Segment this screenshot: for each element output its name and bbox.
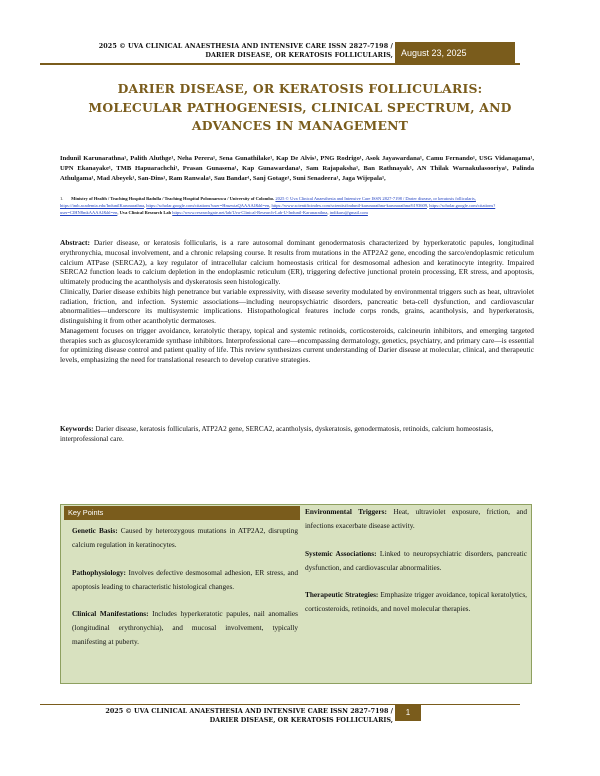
lab-name: Uva Clinical Research Lab [119, 209, 172, 215]
key-points-heading: Key Points [64, 506, 300, 520]
running-footer [40, 707, 393, 724]
footer-line-2: DARIER DISEASE, OR KERATOSIS FOLLICULARIS, [209, 715, 393, 724]
affiliation-text: Ministry of Health / Teaching Hospital Badulla / Teaching Hospital Polonnaruwa / University of Colombo. [71, 196, 275, 201]
keywords [60, 425, 534, 444]
clinical-manifestations-text: Includes hyperkeratotic papules, nail anomalies (longitudinal erythronychia), and mucosal involvement, typically manifesting at puberty. [72, 609, 299, 647]
affiliations: 1. Ministry of Health / Teaching Hospital Badulla / Teaching Hospital Polonnaruwa / University of Colombo. 2025 © Uva Clinical Anaesthesia and Intensive Care ISSN 2827-7198 / Darier disease, or keratosis follicularis, https://imb.academia.edu/IndunilKarunarathna, https://scholar.google.com/citations?user=HmzwtaQAAAAJ&hl=en, https://www.scientificindex.com/scientist/indunil-karunarathna-karunarathna/6193609, https://scholar.google.com/citations?user=ClHN8mkAAAAJ&hl=en, Uva Clinical Research Lab https://www.researchgate.net/lab/Uva-Clinical-Research-Lab-U-Indunil-Karunarathna, indikaru@gmail.com [60, 196, 496, 215]
abstract [60, 238, 534, 365]
scholar-link-2[interactable]: https://scholar.google.com/citations?user=ClHN8mkAAAAJ&hl=en [60, 202, 496, 215]
running-header [40, 42, 393, 62]
footer-line-1: 2025 © UVA CLINICAL ANAESTHESIA AND INTENSIVE CARE ISSN 2827-7198 / [105, 707, 393, 715]
clinical-manifestations-label: Clinical Manifestations: [72, 609, 149, 619]
header-line-2: DARIER DISEASE, OR KERATOSIS FOLLICULARIS, [205, 50, 393, 59]
header-date: August 23, 2025 [395, 42, 515, 63]
email-link[interactable]: indikaru@gmail.com [329, 209, 368, 215]
title-line-1: DARIER DISEASE, OR KERATOSIS FOLLICULARIS: [117, 81, 483, 96]
therapeutic-strategies-text: Emphasize trigger avoidance, topical keratolytics, corticosteroids, retinoids, and novel molecular therapies. [305, 590, 527, 614]
header-rule [40, 63, 520, 65]
pathophysiology-text: Involves defective desmosomal adhesion, ER stress, and apoptosis leading to characteristic histological changes. [72, 567, 299, 591]
scholar-link-1[interactable]: https://scholar.google.com/citations?user=HmzwtaQAAAAJ&hl=en [146, 202, 270, 208]
systemic-associations-label: Systemic Associations: [305, 548, 377, 558]
abstract-paragraph-2: Clinically, Darier disease exhibits high penetrance but variable expressivity, with disease severity modulated by environmental triggers such as heat, ultraviolet radiation, friction, and infection. Systemic associations—including neuropsychiatric disorders, pancreatic beta-cell dysfunction, and cardiovascular abnormalities—underscore its multisystemic implications. Histopathological features include corps ronds, grains, acantholysis, and hyperkeratosis, distinguishing it from other acantholytic dermatoses. [60, 286, 534, 326]
key-points-right-column [305, 505, 527, 630]
rights-link[interactable]: 2025 © Uva Clinical Anaesthesia and Intensive Care ISSN 2827-7198 / Darier disease, or keratosis follicularis, [275, 196, 476, 201]
title-line-2: MOLECULAR PATHOGENESIS, CLINICAL SPECTRUM, AND [88, 99, 512, 115]
affiliation-number: 1. [60, 196, 64, 201]
keywords-text: Darier disease, keratosis follicularis, ATP2A2 gene, SERCA2, acantholysis, dyskeratosis, genodermatosis, retinoids, calcium homeostasis, interprofessional care. [60, 425, 494, 443]
author-list: Indunil Karunarathna¹, Palith Aluthge¹, Neha Perera¹, Sena Gunathilake¹, Kap De Alvis¹, PNG Rodrigo¹, Asok Jayawardana¹, Camu Fernando¹, USG Vidanagama¹, UPN Ekanayake¹, TMB Hapuarachchi¹, Prasan Gunasena¹, Kap Gunawardana¹, Sam Rajapaksha¹, Ban Rathnayak¹, AN Thilak Warnakulasooriya¹, Palinda Athulgama¹, Mad Abeyek¹, San-Dins¹, Ram Ranwala¹, Sau Bandar¹, Sanj Gotage¹, Suni Senadeera¹, Jaga Wijepala¹, [60, 155, 534, 183]
scientificindex-link[interactable]: https://www.scientificindex.com/scientist/indunil-karunarathna-karunarathna/6193609 [271, 202, 427, 208]
genetic-basis-label: Genetic Basis: [72, 526, 118, 535]
title-line-3: ADVANCES IN MANAGEMENT [191, 118, 409, 134]
genetic-basis-text: Caused by heterozygous mutations in ATP2A2, disrupting calcium regulation in keratinocytes. [72, 526, 298, 549]
header-line-1: 2025 © UVA CLINICAL ANAESTHESIA AND INTENSIVE CARE ISSN 2827-7198 / [98, 42, 393, 50]
keywords-label: Keywords: [60, 425, 94, 433]
pathophysiology-label: Pathophysiology: [72, 567, 126, 577]
abstract-paragraph-1: Darier disease, or keratosis follicularis, is a rare autosomal dominant genodermatosis characterized by hyperkeratotic papules, longitudinal erythronychia, mucosal involvement, and a chronic relapsing course. It results from mutations in the ATP2A2 gene, encoding the sarco/endoplasmic reticulum calcium ATPase (SERCA2), a key regulator of intracellular calcium homeostasis critical for desmosomal adhesion and keratinocyte integrity. Impaired SERCA2 function leads to calcium depletion in the endoplasmic reticulum (ER), triggering defective junctional protein processing, ER stress, and apoptosis, ultimately producing the acantholysis and dyskeratosis seen histologically. [60, 238, 534, 287]
paper-title [60, 80, 540, 136]
environmental-triggers-text: Heat, ultraviolet exposure, friction, and infections exacerbate disease activity. [305, 507, 527, 530]
environmental-triggers-label: Environmental Triggers: [305, 507, 387, 516]
footer-rule [40, 704, 520, 705]
academia-link[interactable]: https://imb.academia.edu/IndunilKarunarathna [60, 202, 144, 208]
abstract-paragraph-3: Management focuses on trigger avoidance, keratolytic therapy, topical and systemic retinoids, corticosteroids, calcineurin inhibitors, and emerging targeted therapies such as glucosylceramide synthase inhibitors. Interprofessional care—encompassing dermatology, genetics, psychiatry, and primary care—is essential for optimizing disease control and patient quality of life. This review synthesizes current understanding of Darier disease at molecular, clinical, and therapeutic levels, emphasizing the need for translational research to develop curative strategies. [60, 325, 534, 365]
key-points-left-column [72, 524, 298, 663]
abstract-label: Abstract: [60, 238, 90, 247]
therapeutic-strategies-label: Therapeutic Strategies: [305, 590, 379, 600]
systemic-associations-text: Linked to neuropsychiatric disorders, pancreatic dysfunction, and cardiovascular abnormalities. [305, 548, 527, 572]
page-number: 1 [395, 704, 421, 721]
researchgate-link[interactable]: https://www.researchgate.net/lab/Uva-Clinical-Research-Lab-U-Indunil-Karunarathna [172, 209, 328, 215]
